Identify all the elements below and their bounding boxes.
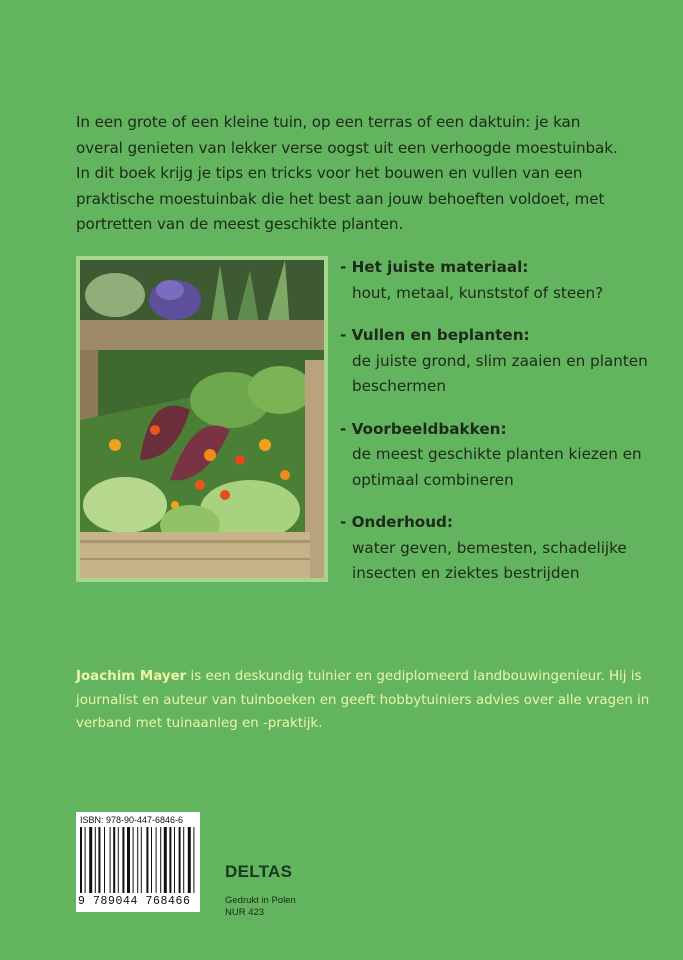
barcode-bar (169, 827, 171, 893)
barcode-bar (193, 827, 194, 893)
barcode-bar (137, 827, 138, 893)
feature-item-materiaal (340, 255, 660, 306)
barcode-bar (98, 827, 100, 893)
barcode-bar (89, 827, 92, 893)
barcode-digits: 9 789044 768466 (78, 895, 191, 908)
raised-bed-illustration (80, 260, 324, 578)
intro-paragraph: In een grote of een kleine tuin, op een terras of een daktuin: je kan overal genieten van lekker verse oogst uit een verhoogde moestuinbak. In dit boek krijg je tips en tricks voor het bouwen en vullen van een praktische moestuinbak die het best aan jouw behoeften voldoet, met portretten van de meest geschikte planten. (76, 113, 618, 233)
feature-heading: - Het juiste materiaal: (340, 258, 529, 276)
author-description: is een deskundig tuinier en gediplomeerd landbouwingenieur. Hij is journalist en auteur van tuinboeken en geeft hobbytuiniers advies over alle vragen in verband met tuinaanleg en -praktijk. (76, 669, 650, 731)
feature-heading: - Vullen en beplanten: (340, 326, 530, 344)
barcode-bar (146, 827, 148, 893)
barcode-bar (141, 827, 142, 893)
feature-list (340, 255, 660, 604)
raised-bed-photo (76, 256, 328, 582)
barcode-bar (127, 827, 130, 893)
feature-text: water geven, bemesten, schadelijke insecten en ziektes bestrijden (352, 538, 627, 582)
barcode-bar (179, 827, 181, 893)
barcode-bar (113, 827, 115, 893)
feature-heading: - Voorbeeldbakken: (340, 419, 507, 438)
publisher-logo: DELTAS (225, 862, 293, 881)
isbn-barcode (76, 812, 200, 912)
barcode-bar (156, 827, 157, 893)
barcode-bar (151, 827, 152, 893)
barcode-bar (133, 827, 134, 893)
feature-text: de meest geschikte planten kiezen en optimaal combineren (352, 445, 642, 489)
author-bio (76, 665, 656, 736)
barcode-bar (122, 827, 124, 893)
feature-heading: - Onderhoud: (340, 513, 453, 531)
barcode-bar (104, 827, 105, 893)
barcode-bar (188, 827, 191, 893)
barcode-bar (80, 827, 82, 893)
barcode-bar (164, 827, 167, 893)
barcode-bar (110, 827, 111, 893)
printed-in: Gedrukt in Polen (225, 895, 296, 906)
barcode-bar (160, 827, 161, 893)
barcode-bar (174, 827, 175, 893)
author-name: Joachim Mayer (76, 669, 187, 684)
barcode-bar (183, 827, 184, 893)
nur-code: NUR 423 (225, 907, 265, 918)
isbn-label: ISBN: 978-90-447-6846-6 (80, 815, 184, 825)
feature-item-vullen (340, 323, 660, 400)
barcode-bar (95, 827, 96, 893)
barcode-bar (118, 827, 119, 893)
feature-text: de juiste grond, slim zaaien en planten beschermen (352, 351, 648, 395)
barcode-bar (85, 827, 86, 893)
print-info (225, 895, 296, 919)
feature-item-voorbeeldbakken (340, 417, 660, 494)
barcode-bars (80, 827, 196, 893)
feature-item-onderhoud (340, 510, 660, 587)
feature-text: hout, metaal, kunststof of steen? (352, 283, 604, 302)
